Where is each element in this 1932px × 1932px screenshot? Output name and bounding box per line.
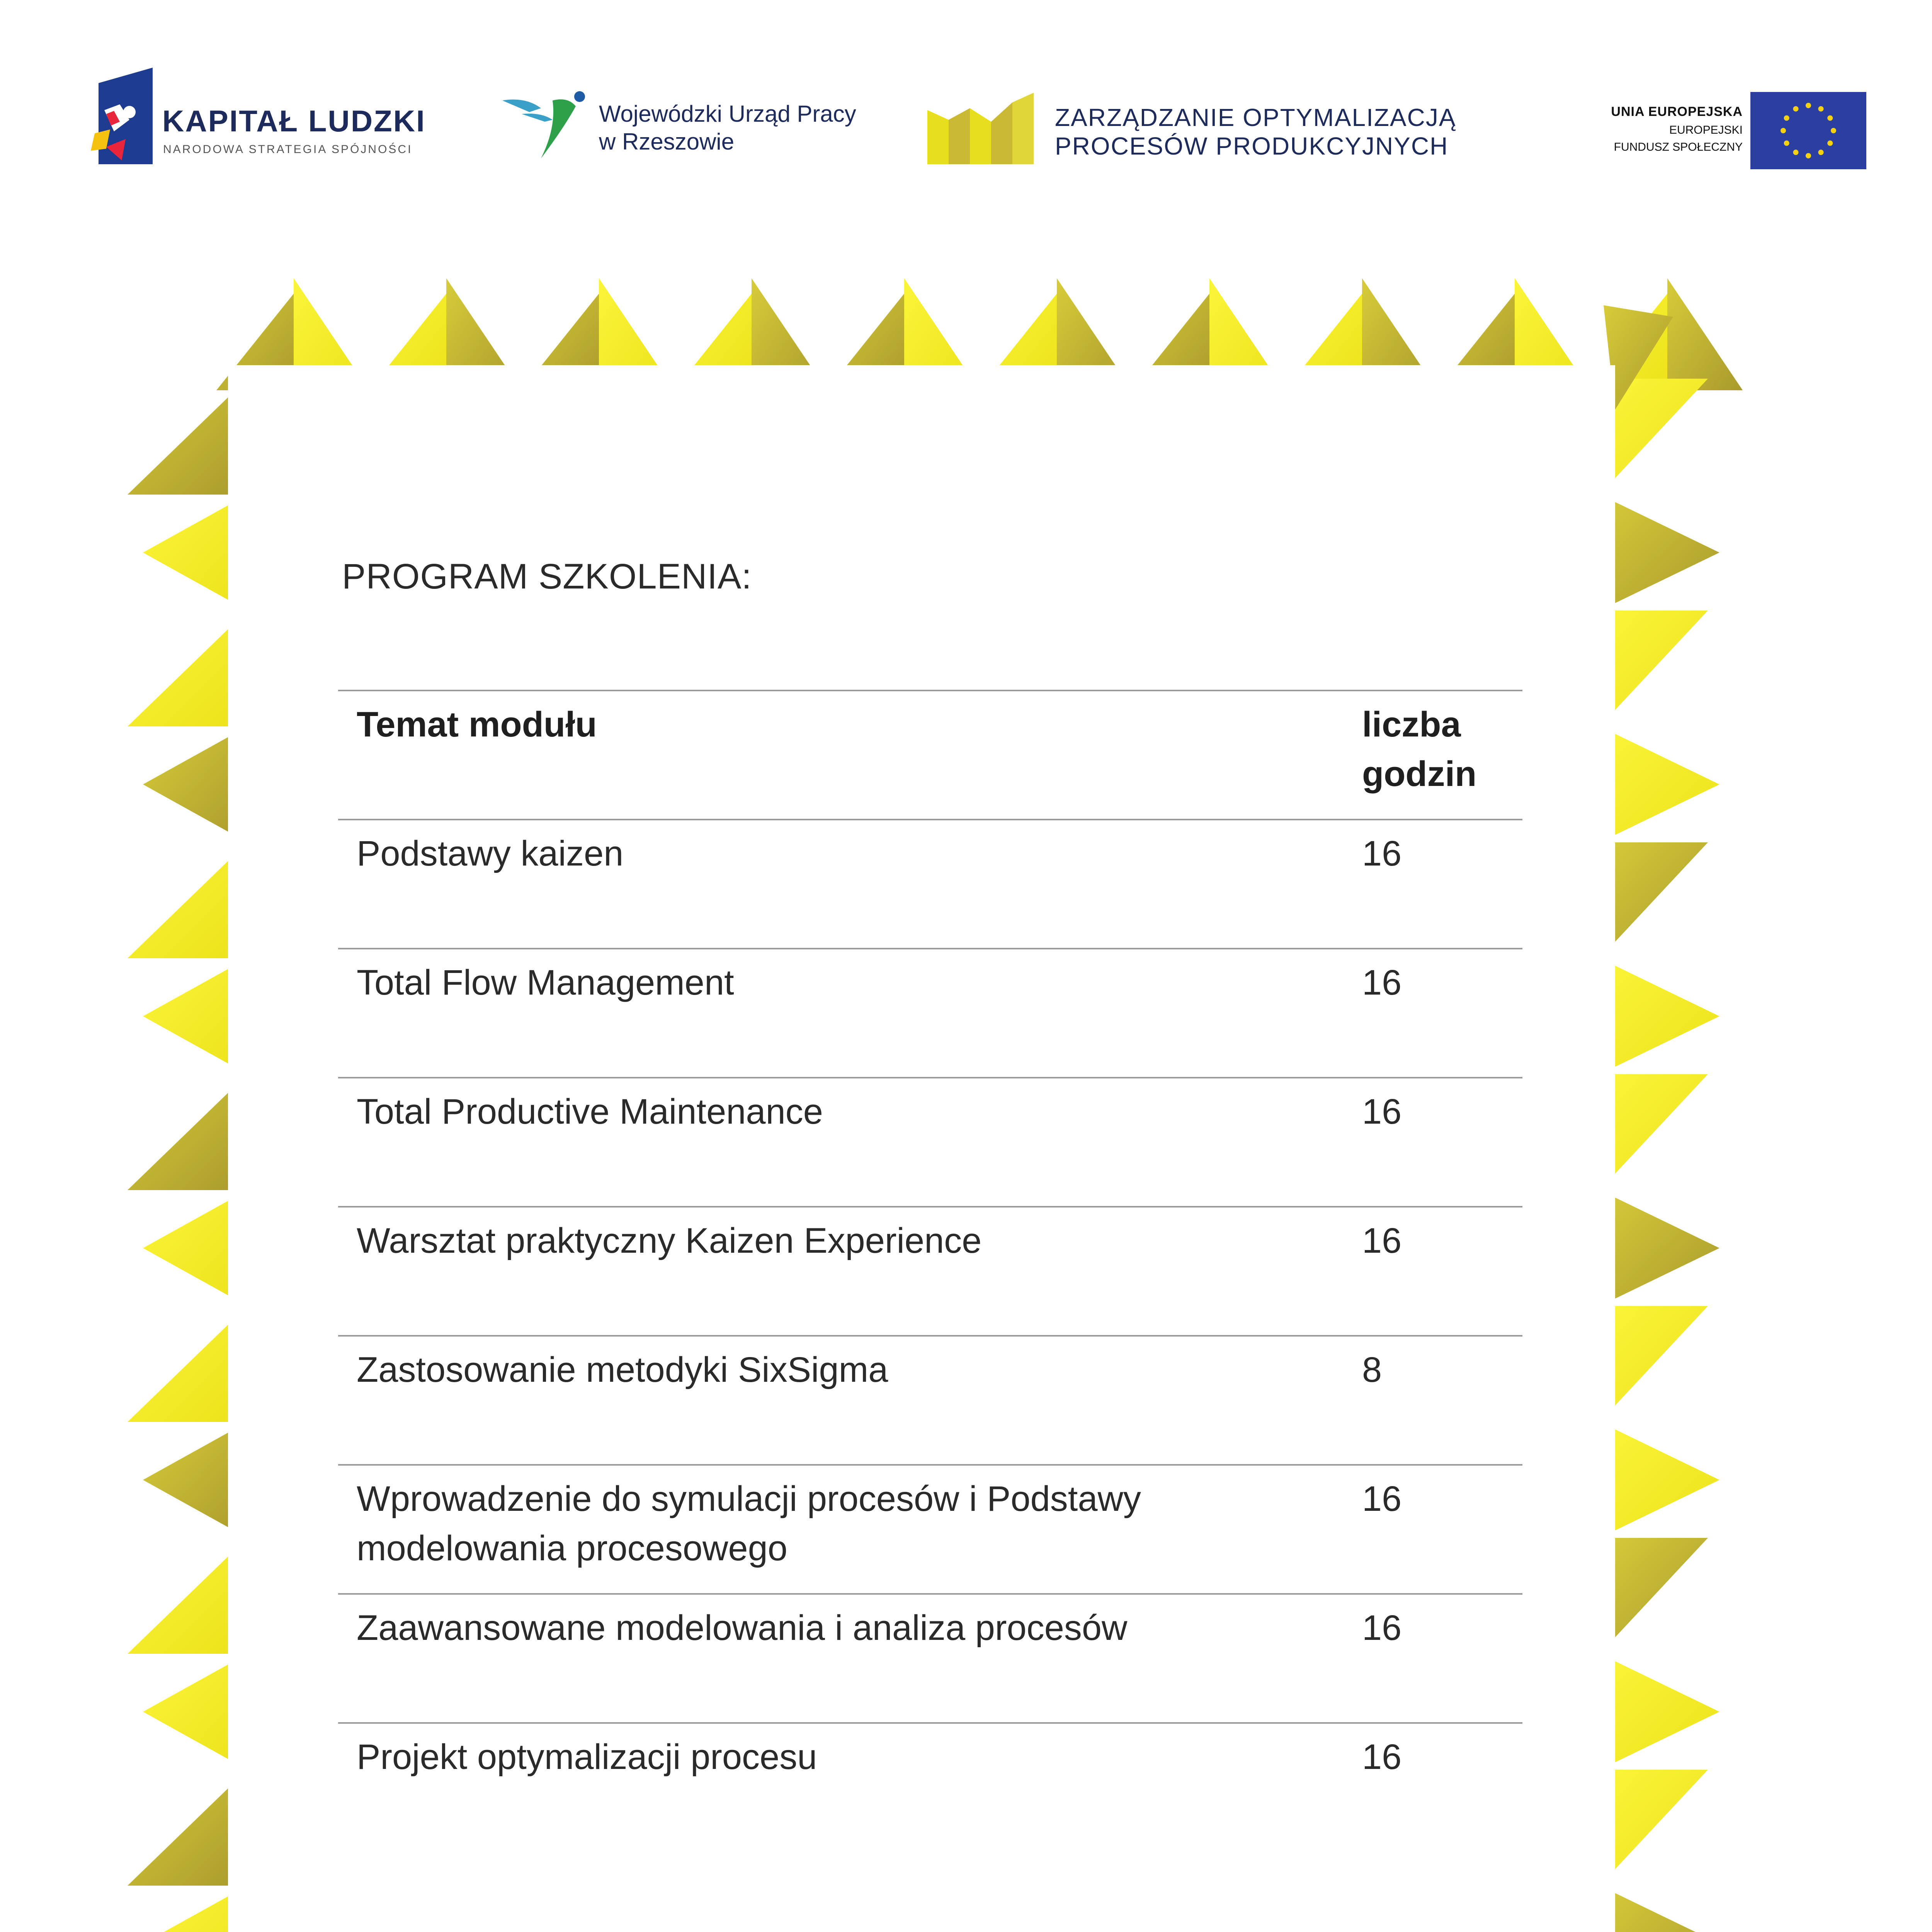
table-row xyxy=(338,1335,1522,1464)
module-hours: 16 xyxy=(1362,1479,1402,1519)
table-header-row xyxy=(338,690,1522,819)
module-name: Projekt optymalizacji procesu xyxy=(357,1737,817,1777)
program-table xyxy=(338,690,1522,1801)
table-row xyxy=(338,819,1522,948)
wup-name-line2: w Rzeszowie xyxy=(599,129,735,155)
frame-triangle xyxy=(1600,842,1708,958)
module-name: Wprowadzenie do symulacji procesów i Podstawy modelowania procesowego xyxy=(357,1479,1141,1568)
module-hours: 8 xyxy=(1362,1350,1382,1389)
eu-name-line3: FUNDUSZ SPOŁECZNY xyxy=(1614,141,1743,153)
table-row xyxy=(338,1077,1522,1206)
module-name: Zastosowanie metodyki SixSigma xyxy=(357,1350,888,1389)
frame-triangle xyxy=(1600,1190,1719,1306)
frame-triangle xyxy=(1600,1422,1719,1538)
module-hours: 16 xyxy=(1362,834,1402,873)
module-hours: 16 xyxy=(1362,1737,1402,1777)
module-hours: 16 xyxy=(1362,1092,1402,1131)
frame-triangle xyxy=(1667,278,1743,390)
module-hours: 16 xyxy=(1362,1221,1402,1260)
header-module: Temat modułu xyxy=(357,705,597,744)
module-hours: 16 xyxy=(1362,963,1402,1002)
project-name-line1: ZARZĄDZANIE OPTYMALIZACJĄ xyxy=(1055,104,1456,131)
frame-triangle xyxy=(1600,1654,1719,1770)
project-name-line2: PROCESÓW PRODUKCYJNYCH xyxy=(1055,132,1449,160)
frame-triangle xyxy=(1600,495,1719,611)
table-row xyxy=(338,1593,1522,1722)
table-row xyxy=(338,1206,1522,1335)
module-name: Podstawy kaizen xyxy=(357,834,624,873)
module-name: Total Productive Maintenance xyxy=(357,1092,823,1131)
table-row xyxy=(338,948,1522,1077)
frame-triangle xyxy=(1600,1538,1708,1654)
eu-name-line2: EUROPEJSKI xyxy=(1669,124,1743,136)
module-hours: 16 xyxy=(1362,1608,1402,1648)
module-name: Warsztat praktyczny Kaizen Experience xyxy=(357,1221,982,1260)
kapital-ludzki-subtitle: NARODOWA STRATEGIA SPÓJNOŚCI xyxy=(163,143,413,156)
frame-triangle xyxy=(1600,726,1719,842)
frame-triangle xyxy=(1600,1886,1719,1932)
kapital-ludzki-title: KAPITAŁ LUDZKI xyxy=(162,104,426,138)
module-name: Total Flow Management xyxy=(357,963,734,1002)
wup-name-line1: Wojewódzki Urząd Pracy xyxy=(599,101,856,127)
table-row xyxy=(338,1722,1522,1801)
module-name: Zaawansowane modelowania i analiza procesów xyxy=(357,1608,1128,1648)
eu-name-line1: UNIA EUROPEJSKA xyxy=(1611,104,1743,119)
frame-triangle xyxy=(1600,611,1708,726)
document-title: PROGRAM SZKOLENIA: xyxy=(342,557,752,596)
frame-triangle xyxy=(1600,1770,1708,1886)
header-hours: liczba godzin xyxy=(1362,705,1477,794)
frame-triangle xyxy=(1600,958,1719,1074)
table-row xyxy=(338,1464,1522,1593)
frame-triangle xyxy=(1600,1074,1708,1190)
frame-triangle xyxy=(1600,1306,1708,1422)
